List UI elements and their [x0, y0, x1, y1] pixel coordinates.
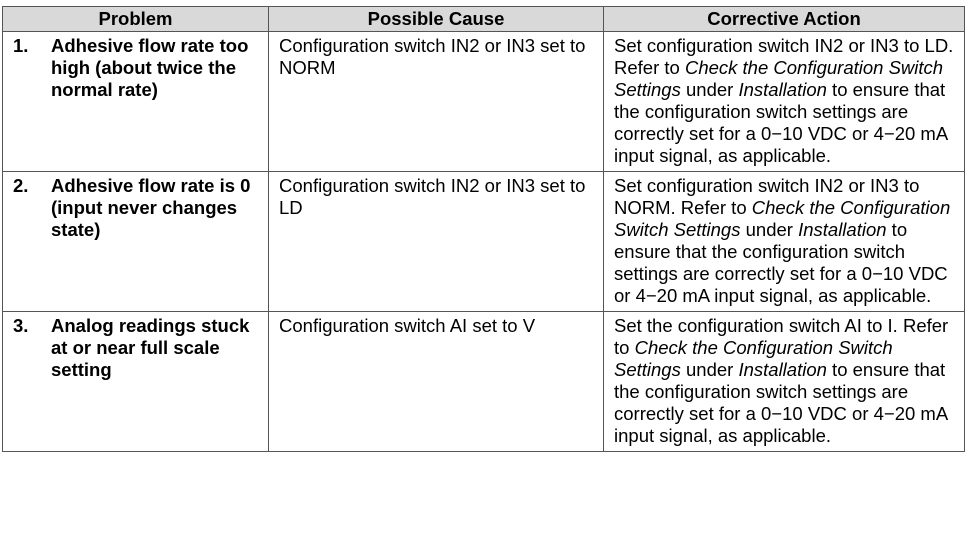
action-reference: Check the Configuration Switch Settings — [614, 197, 951, 240]
action-text: under — [740, 219, 799, 240]
action-text: to ensure that the configuration switch settings are correctly set for a 0−10 VDC or 4−20 mA input signal, as applicable. — [614, 219, 948, 306]
action-reference: Check the Configuration Switch Settings — [614, 337, 893, 380]
action-text: under — [680, 79, 739, 100]
header-problem: Problem — [3, 7, 269, 32]
header-possible-cause: Possible Cause — [269, 7, 604, 32]
problem-number: 2. — [13, 175, 29, 196]
problem-number: 3. — [13, 315, 29, 336]
cause-cell: Configuration switch IN2 or IN3 set to NORM — [269, 32, 604, 172]
problem-cell — [3, 172, 269, 312]
troubleshooting-table — [2, 6, 965, 452]
cause-cell: Configuration switch AI set to V — [269, 312, 604, 452]
action-text: to ensure that the configuration switch settings are correctly set for a 0−10 VDC or 4−20 mA input signal, as applicable. — [614, 79, 948, 166]
action-reference: Installation — [738, 79, 827, 100]
table-row — [3, 172, 965, 312]
problem-cell — [3, 32, 269, 172]
action-reference: Installation — [798, 219, 887, 240]
problem-cell — [3, 312, 269, 452]
action-text: to ensure that the configuration switch settings are correctly set for a 0−10 VDC or 4−20 mA input signal, as applicable. — [614, 359, 948, 446]
table-header-row — [3, 7, 965, 32]
problem-text: Adhesive flow rate too high (about twice the normal rate) — [51, 35, 249, 100]
action-text: under — [680, 359, 739, 380]
action-cell — [604, 32, 965, 172]
header-corrective-action: Corrective Action — [604, 7, 965, 32]
problem-number: 1. — [13, 35, 29, 56]
action-text: Set the configuration switch AI to I. Refer to — [614, 315, 949, 358]
action-cell — [604, 172, 965, 312]
cause-cell: Configuration switch IN2 or IN3 set to LD — [269, 172, 604, 312]
table-row — [3, 32, 965, 172]
action-reference: Check the Configuration Switch Settings — [614, 57, 944, 100]
action-text: Set configuration switch IN2 or IN3 to LD. Refer to — [614, 35, 954, 78]
problem-text: Analog readings stuck at or near full scale setting — [51, 315, 250, 380]
problem-text: Adhesive flow rate is 0 (input never changes state) — [51, 175, 251, 240]
table-row — [3, 312, 965, 452]
action-text: Set configuration switch IN2 or IN3 to NORM. Refer to — [614, 175, 920, 218]
action-reference: Installation — [738, 359, 827, 380]
action-cell — [604, 312, 965, 452]
